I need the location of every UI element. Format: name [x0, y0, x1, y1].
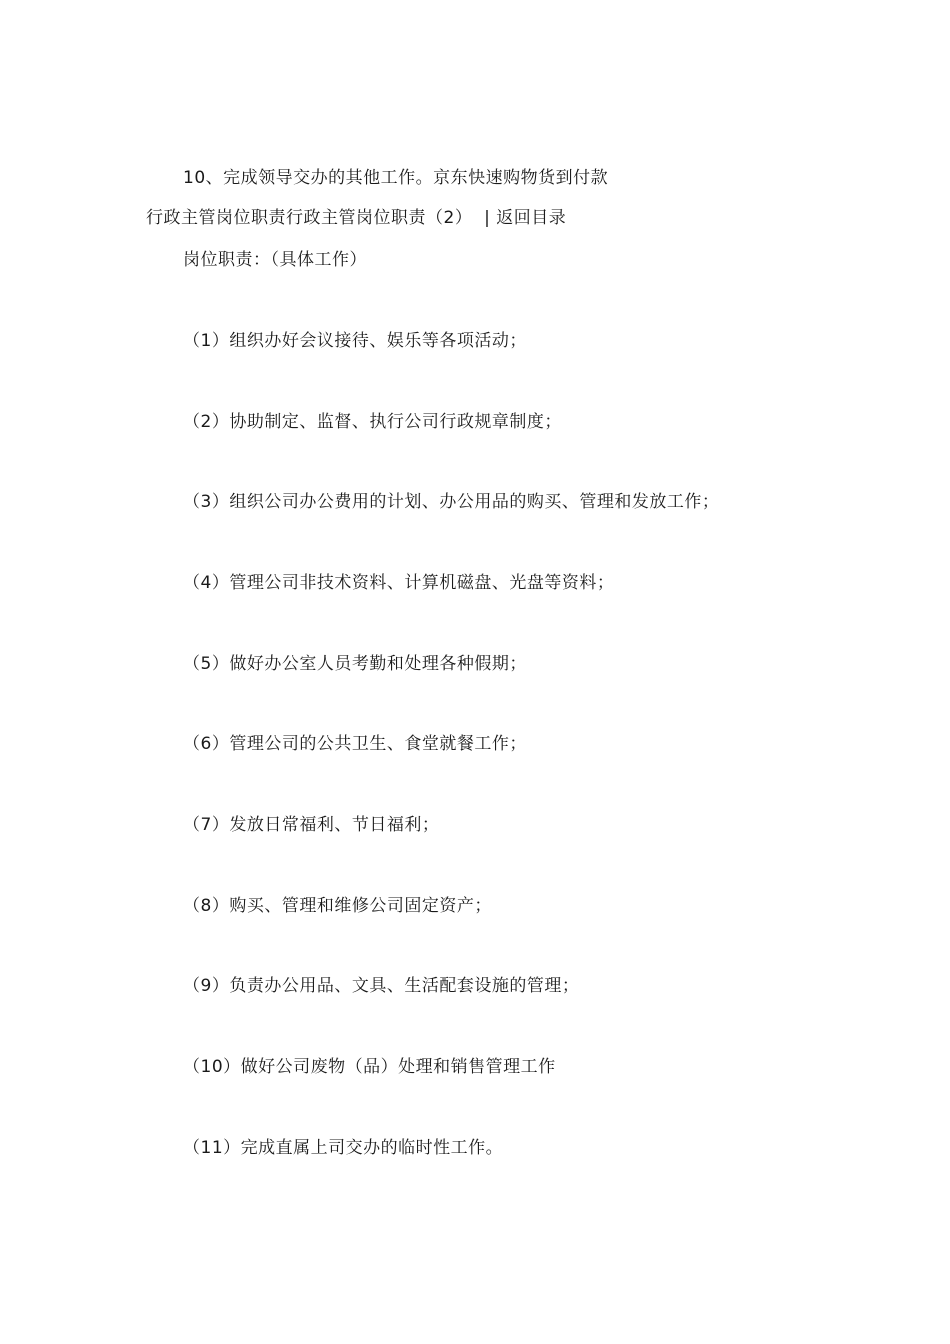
duty-item: （9）负责办公用品、文具、生活配套设施的管理； [183, 976, 580, 996]
duty-item: （6）管理公司的公共卫生、食堂就餐工作； [183, 734, 527, 754]
return-to-contents-link[interactable]: 返回目录 [496, 208, 567, 228]
section-title: 行政主管岗位职责行政主管岗位职责（2） [146, 208, 473, 228]
intro-line: 10、完成领导交办的其他工作。京东快速购物货到付款 [183, 168, 609, 188]
heading-separator: | [484, 208, 491, 228]
duty-item: （10）做好公司废物（品）处理和销售管理工作 [183, 1057, 556, 1077]
duty-item: （3）组织公司办公费用的计划、办公用品的购买、管理和发放工作； [183, 492, 720, 512]
duty-item: （8）购买、管理和维修公司固定资产； [183, 896, 492, 916]
duty-item: （4）管理公司非技术资料、计算机磁盘、光盘等资料； [183, 573, 615, 593]
duty-item: （11）完成直属上司交办的临时性工作。 [183, 1138, 504, 1158]
section-heading [146, 206, 566, 230]
duty-item: （5）做好办公室人员考勤和处理各种假期； [183, 654, 527, 674]
duty-item: （2）协助制定、监督、执行公司行政规章制度； [183, 412, 562, 432]
duty-item: （1）组织办好会议接待、娱乐等各项活动； [183, 331, 527, 351]
duty-item: （7）发放日常福利、节日福利； [183, 815, 440, 835]
duties-heading: 岗位职责：（具体工作） [183, 250, 367, 270]
